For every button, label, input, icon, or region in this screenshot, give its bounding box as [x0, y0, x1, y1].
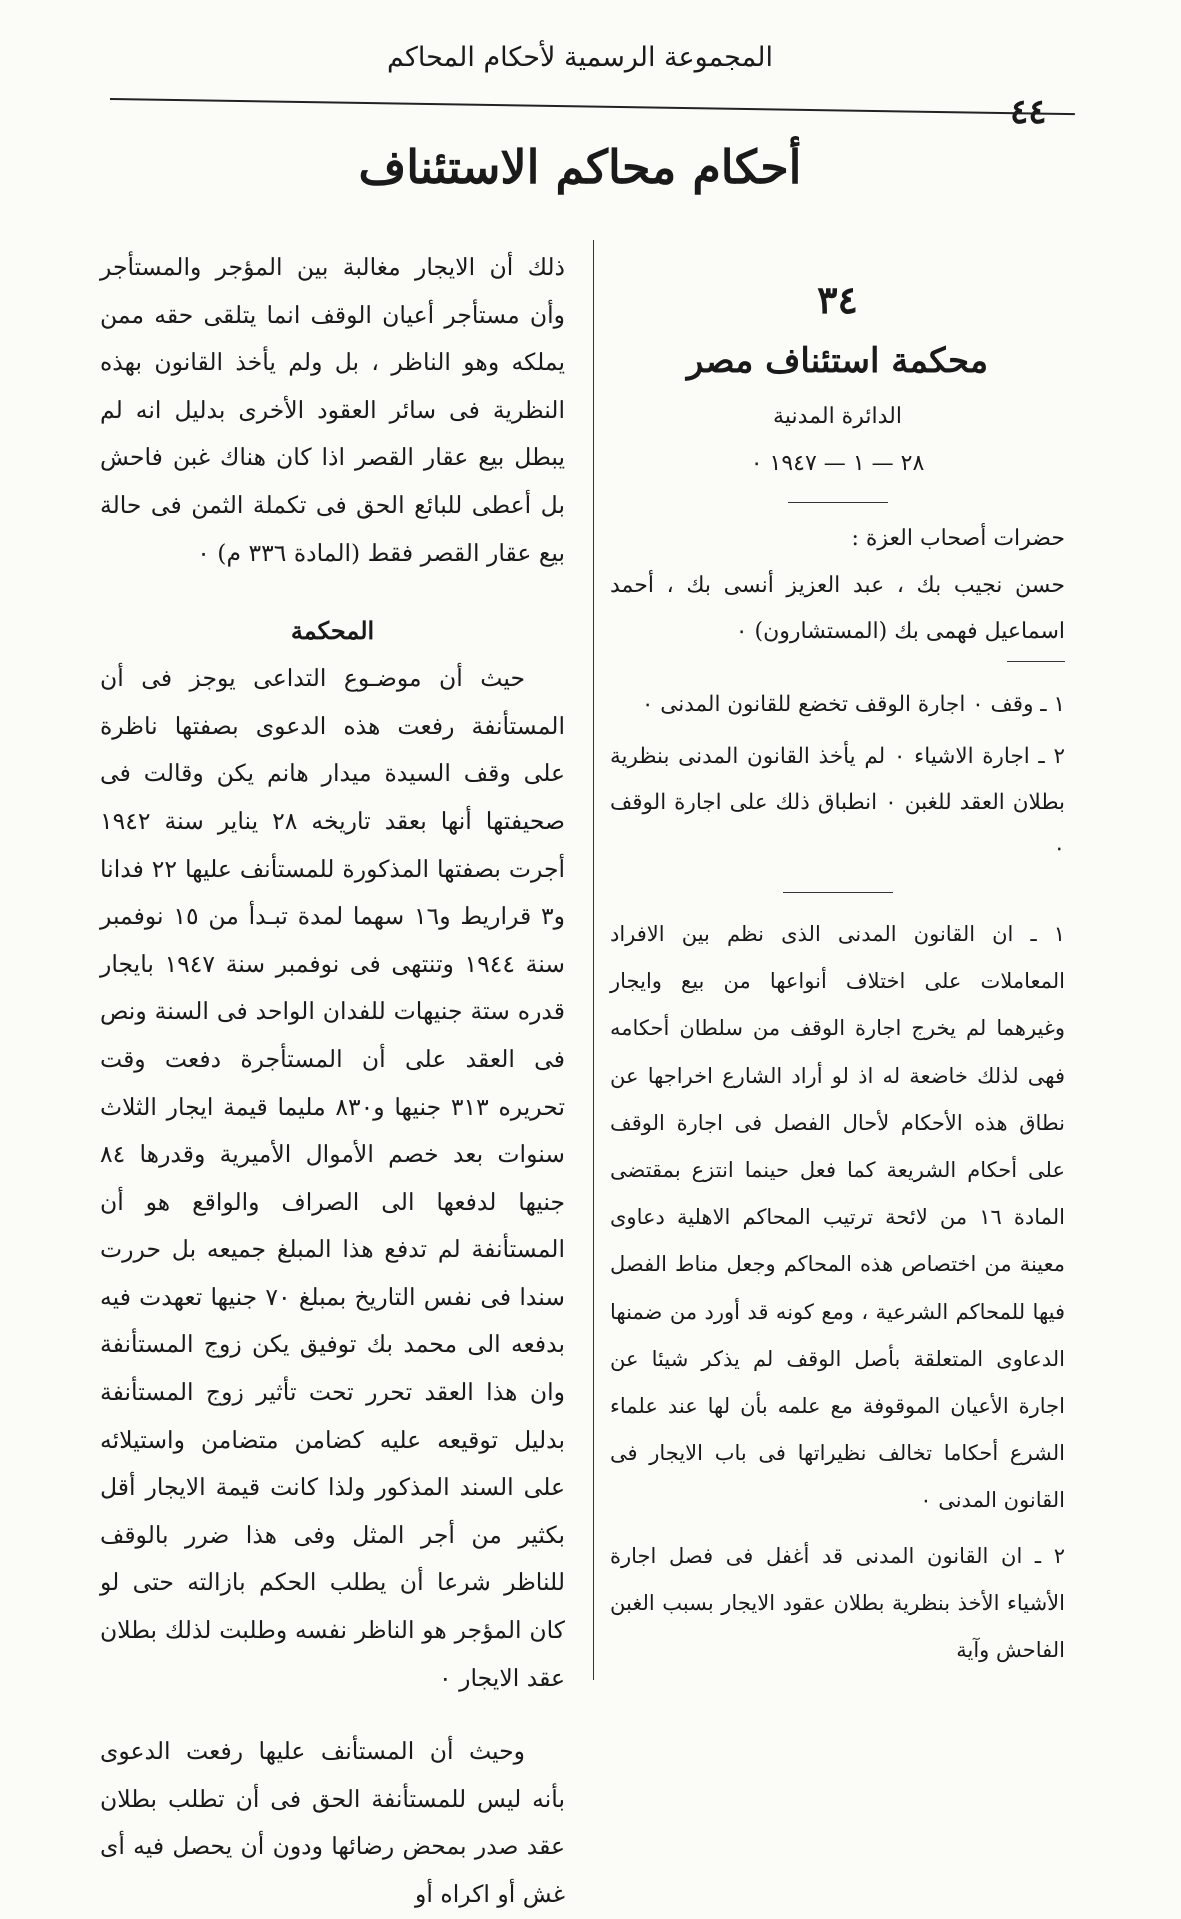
right-column: [610, 244, 1065, 1674]
divider: [788, 502, 888, 503]
running-head: المجموعة الرسمية لأحكام المحاكم: [387, 42, 773, 73]
circuit-name: الدائرة المدنية: [773, 404, 902, 429]
intro-paragraph: ذلك أن الايجار مغالبة بين المؤجر والمستأجر وأن مستأجر أعيان الوقف انما يتلقى حقه ممن يملكه وهو الناظر ، بل ولم يأخذ القانون بهذه النظرية فى سائر العقود الأخرى بدليل انه لم يبطل بيع عقار القصر اذا كان هناك غبن فاحش بل أعطى للبائع الحق فى تكملة الثمن فى حالة بيع عقار القصر فقط (المادة ٣٣٦ م) ٠: [100, 253, 565, 567]
summary-item: ١ ـ وقف ٠ اجارة الوقف تخضع للقانون المدنى ٠: [641, 692, 1065, 717]
court-heading: المحكمة: [290, 616, 375, 646]
column-divider: [593, 240, 594, 1680]
divider: [1007, 661, 1065, 662]
section-title: أحكام محاكم الاستئناف: [358, 140, 802, 194]
judgment-paragraph: وحيث أن المستأنف عليها رفعت الدعوى بأنه ليس للمستأنفة الحق فى أن تطلب بطلان عقد صدر بمحض رضائها ودون أن يحصل فيه أى غش أو اكراه أو: [100, 1737, 565, 1908]
bench-names: حسن نجيب بك ، عبد العزيز أنسى بك ، أحمد اسماعيل فهمى بك (المستشارون) ٠: [610, 573, 1065, 644]
principle-paragraph: ٢ ـ ان القانون المدنى قد أغفل فى فصل اجارة الأشياء الأخذ بنظرية بطلان عقود الايجار بسبب الغبن الفاحش وآية: [610, 1543, 1065, 1663]
divider: [783, 892, 893, 893]
case-date: ٢٨ — ١ — ١٩٤٧ ٠: [750, 451, 925, 476]
bench-heading: حضرات أصحاب العزة :: [851, 526, 1065, 551]
summary-item: ٢ ـ اجارة الاشياء ٠ لم يأخذ القانون المدنى بنظرية بطلان العقد للغبن ٠ انطباق ذلك على اجارة الوقف ٠: [610, 744, 1065, 861]
case-number: ٣٤: [817, 277, 858, 322]
page-number: ٤٤: [1010, 92, 1047, 132]
left-column: [100, 244, 565, 1919]
court-name: محكمة استئناف مصر: [686, 341, 989, 381]
header-rule: [110, 98, 1075, 115]
principle-paragraph: ١ ـ ان القانون المدنى الذى نظم بين الافراد المعاملات على اختلاف أنواعها من بيع وايجار وغيرهما لم يخرج اجارة الوقف من سلطان أحكامه فهى لذلك خاضعة له اذ لو أراد الشارع اخراجها عن نطاق هذه الأحكام لأحال الفصل فى اجارة الوقف على أحكام الشريعة كما فعل حينما انتزع بمقتضى المادة ١٦ من لائحة ترتيب المحاكم الاهلية دعاوى معينة من اختصاص هذه المحاكم وجعل مناط الفصل فيها للمحاكم الشرعية ، ومع كونه قد أورد من ضمنها الدعاوى المتعلقة بأصل الوقف لم يذكر شيئا عن اجارة الأعيان الموقوفة مع علمه بأن لها عند علماء الشرع أحكاما تخالف نظيراتها فى باب الايجار فى القانون المدنى ٠: [610, 922, 1065, 1513]
judgment-paragraph: حيث أن موضـوع التداعى يوجز فى أن المستأنفة رفعت هذه الدعوى بصفتها ناظرة على وقف السيدة ميدار هانم يكن وقالت فى صحيفتها أنها بعقد تاريخه ٢٨ يناير سنة ١٩٤٢ أجرت بصفتها المذكورة للمستأنف عليها ٢٢ فدانا و٣ قراريط و١٦ سهما لمدة تبـدأ من ١٥ نوفمبر سنة ١٩٤٤ وتنتهى فى نوفمبر سنة ١٩٤٧ بايجار قدره ستة جنيهات للفدان الواحد فى السنة ونص فى العقد على أن المستأجرة دفعت وقت تحريره ٣١٣ جنيها و٨٣٠ مليما قيمة ايجار الثلاث سنوات بعد خصم الأموال الأميرية وقدرها ٨٤ جنيها لدفعها الى الصراف والواقع هو أن المستأنفة لم تدفع هذا المبلغ جميعه بل حررت سندا فى نفس التاريخ بمبلغ ٧٠ جنيها تعهدت فيه بدفعه الى محمد بك توفيق يكن زوج المستأنفة وان هذا العقد تحرر تحت تأثير زوج المستأنفة بدليل توقيعه عليه كضامن متضامن واستيلائه على السند المذكور ولذا كانت قيمة الايجار أقل بكثير من أجر المثل وفى هذا ضرر بالوقف للناظر شرعا أن يطلب الحكم بازالته حتى لو كان المؤجر هو الناظر نفسه وطلبت لذلك بطلان عقد الايجار ٠: [100, 664, 565, 1692]
